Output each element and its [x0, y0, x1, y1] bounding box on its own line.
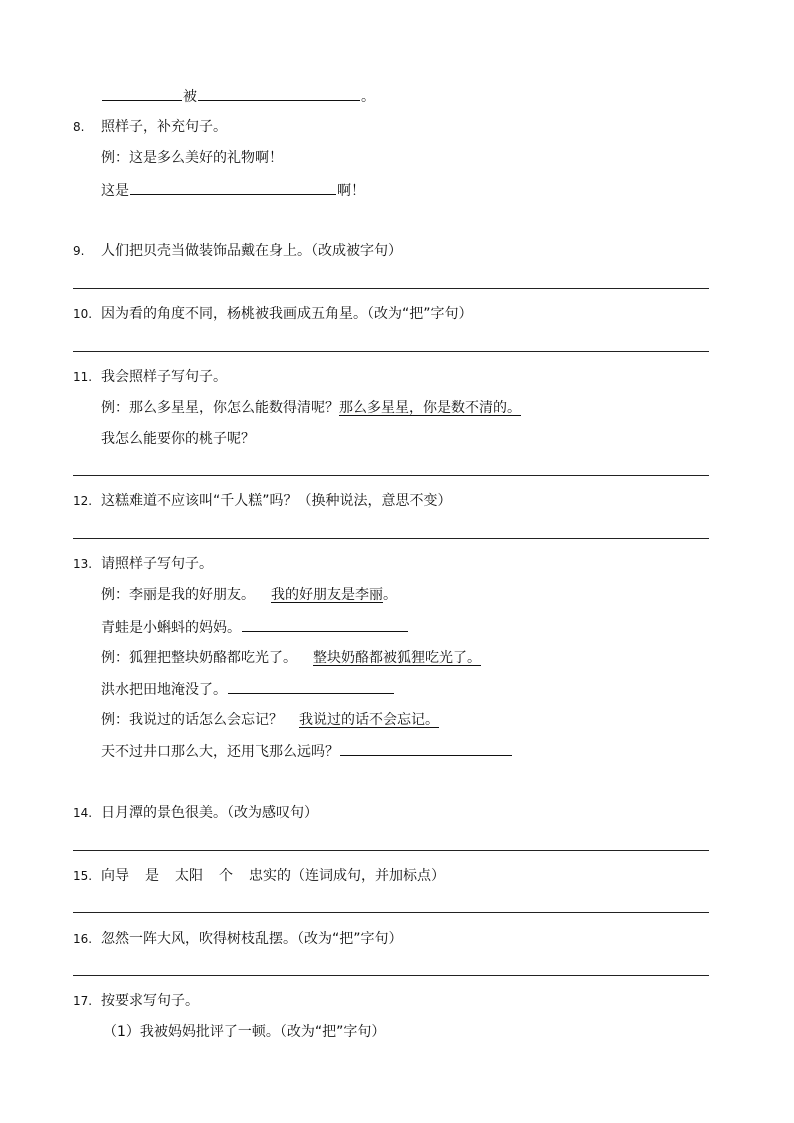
answer-blank[interactable] — [228, 679, 394, 694]
example-answer: 我的好朋友是李丽 — [271, 587, 383, 603]
question-number: 10. — [73, 307, 93, 321]
answer-line[interactable] — [73, 538, 709, 539]
answer-blank[interactable] — [242, 617, 408, 632]
question-13-example-2: 例：狐狸把整块奶酪都吃光了。 整块奶酪都被狐狸吃光了。 — [101, 650, 481, 666]
answer-line[interactable] — [73, 912, 709, 913]
word-card: 是 — [145, 868, 159, 884]
question-number: 9. — [73, 244, 85, 258]
question-13-task-3: 天不过井口那么大，还用飞那么远吗？ — [101, 741, 513, 761]
question-8-text: 照样子，补充句子。 — [101, 119, 227, 135]
question-17-sub-1: （1）我被妈妈批评了一顿。（改为“把”字句） — [103, 1024, 386, 1040]
question-13-task-2: 洪水把田地淹没了。 — [101, 679, 395, 699]
example-answer: 整块奶酪都被狐狸吃光了。 — [313, 650, 481, 666]
question-number: 14. — [73, 806, 93, 820]
question-8-example: 例：这是多么美好的礼物啊！ — [101, 150, 283, 166]
question-9-text: 人们把贝壳当做装饰品戴在身上。（改成被字句） — [101, 243, 402, 259]
top-fill-line: 被 。 — [101, 86, 375, 106]
question-number: 13. — [73, 557, 93, 571]
question-number: 11. — [73, 370, 93, 384]
example-answer: 那么多星星，你是数不清的。 — [339, 400, 521, 416]
answer-blank[interactable] — [130, 180, 336, 195]
question-11-example: 例：那么多星星，你怎么能数得清呢？那么多星星，你是数不清的。 — [101, 400, 521, 416]
answer-blank[interactable] — [198, 86, 360, 101]
question-13-example-3: 例：我说过的话怎么会忘记？ 我说过的话不会忘记。 — [101, 712, 439, 728]
answer-line[interactable] — [73, 475, 709, 476]
question-12-text: 这糕难道不应该叫“千人糕”吗？（换种说法，意思不变） — [101, 493, 452, 509]
word-card: 个 — [219, 868, 233, 884]
question-8-fill: 这是 啊！ — [101, 180, 365, 200]
answer-blank[interactable] — [102, 86, 182, 101]
example-answer: 我说过的话不会忘记。 — [299, 712, 439, 728]
word-card: 太阳 — [175, 868, 203, 884]
word-card: 忠实的 — [249, 868, 291, 884]
question-15-text: 向导 是 太阳 个 忠实的（连词成句，并加标点） — [101, 868, 445, 884]
answer-line[interactable] — [73, 288, 709, 289]
question-13-task-1: 青蛙是小蝌蚪的妈妈。 — [101, 617, 409, 637]
question-13-example-1: 例：李丽是我的好朋友。 我的好朋友是李丽。 — [101, 587, 397, 603]
question-13-text: 请照样子写句子。 — [101, 556, 213, 572]
question-number: 16. — [73, 932, 93, 946]
question-17-text: 按要求写句子。 — [101, 993, 199, 1009]
question-11-text: 我会照样子写句子。 — [101, 369, 227, 385]
question-number: 8. — [73, 120, 85, 134]
answer-blank[interactable] — [340, 741, 512, 756]
question-number: 15. — [73, 869, 93, 883]
question-16-text: 忽然一阵大风，吹得树枝乱摆。（改为“把”字句） — [101, 931, 403, 947]
question-14-text: 日月潭的景色很美。（改为感叹句） — [101, 805, 318, 821]
answer-line[interactable] — [73, 351, 709, 352]
answer-line[interactable] — [73, 975, 709, 976]
word-card: 向导 — [101, 868, 129, 884]
question-number: 17. — [73, 994, 93, 1008]
answer-line[interactable] — [73, 850, 709, 851]
question-10-text: 因为看的角度不同，杨桃被我画成五角星。（改为“把”字句） — [101, 306, 473, 322]
question-11-task: 我怎么能要你的桃子呢？ — [101, 431, 255, 447]
question-number: 12. — [73, 494, 93, 508]
